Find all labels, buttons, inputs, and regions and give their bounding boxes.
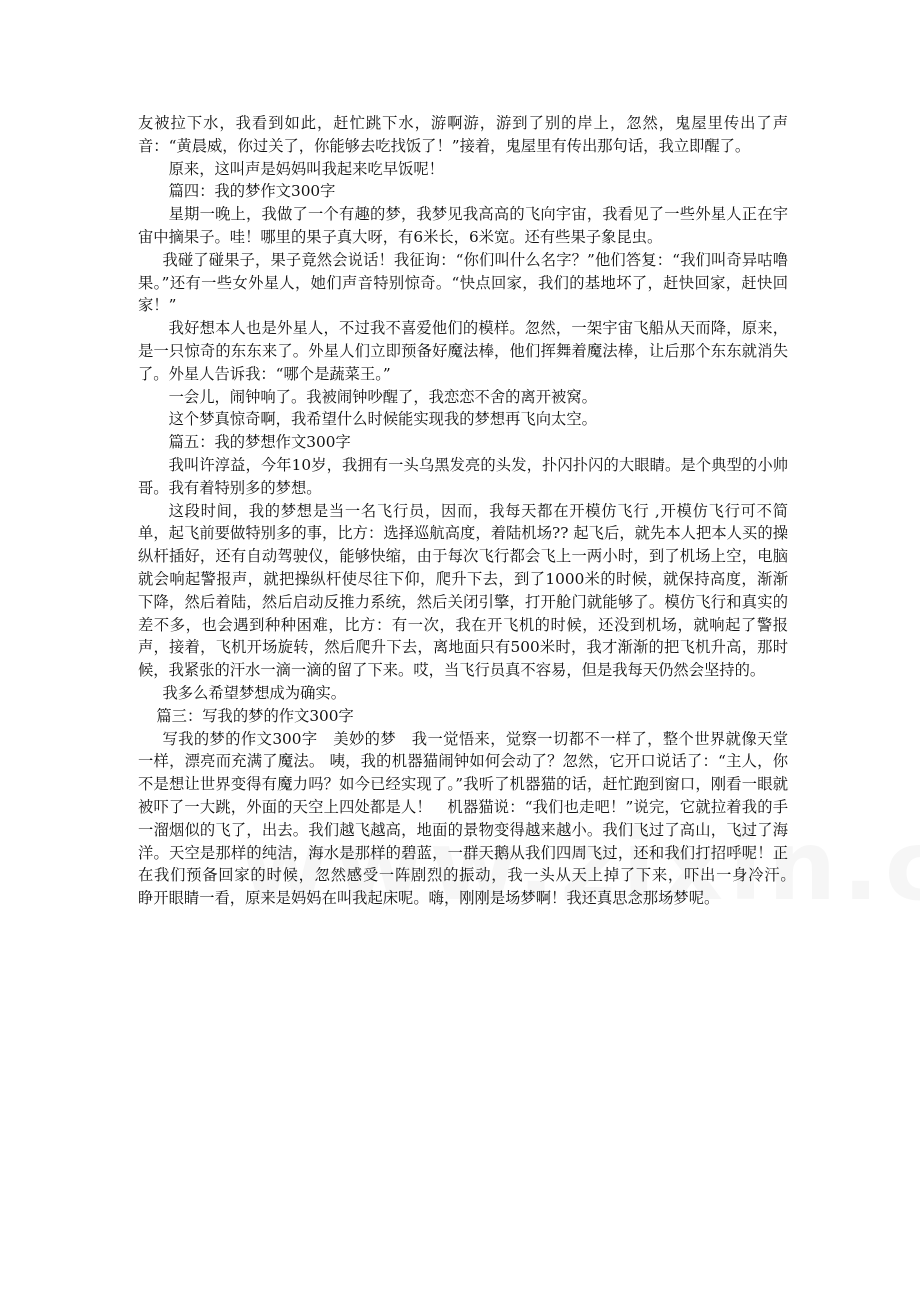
paragraph: 我碰了碰果子，果子竟然会说话！我征询：“你们叫什么名字？”他们答复：“我们叫奇异咕噜果。”还有一些女外星人，她们声音特别惊奇。“快点回家，我们的基地坏了，赶快回家，赶快回家！” xyxy=(138,250,788,315)
document-body xyxy=(138,112,804,910)
paragraph: 友被拉下水，我看到如此，赶忙跳下水，游啊游，游到了别的岸上，忽然，鬼屋里传出了声音：“黄晨威，你过关了，你能够去吃找饭了！”接着，鬼屋里有传出那句话，我立即醒了。 xyxy=(138,114,788,155)
section-heading: 篇三：写我的梦的作文300字 xyxy=(156,706,354,725)
paragraph: 星期一晚上，我做了一个有趣的梦，我梦见我高高的飞向宇宙，我看见了一些外星人正在宇宙中摘果子。哇！哪里的果子真大呀，有6米长，6米宽。还有些果子象昆虫。 xyxy=(138,205,788,246)
paragraph: 写我的梦的作文300字 美妙的梦 我一觉悟来，觉察一切都不一样了，整个世界就像天堂一样，漂亮而充满了魔法。 咦，我的机器猫闹钟如何会动了？忽然，它开口说话了：“主人，你不是想让世界变得有魔力吗？如今已经实现了。”我听了机器猫的话，赶忙跑到窗口，刚看一眼就被吓了一大跳，外面的天空上四处都是人！ 机器猫说：“我们也走吧！”说完，它就拉着我的手一溜烟似的飞了，出去。我们越飞越高，地面的景物变得越来越小。我们飞过了高山，飞过了海洋。天空是那样的纯洁，海水是那样的碧蓝，一群天鹅从我们四周飞过，还和我们打招呼呢！正在我们预备回家的时候，忽然感受一阵剧烈的振动，我一头从天上掉了下来，吓出一身冷汗。 睁开眼睛一看，原来是妈妈在叫我起床呢。嗨，刚刚是场梦啊！我还真思念那场梦呢。 xyxy=(138,729,804,908)
paragraph: 我多么希望梦想成为确实。 xyxy=(162,683,347,702)
section-heading: 篇四：我的梦作文300字 xyxy=(168,182,336,201)
paragraph: 原来，这叫声是妈妈叫我起来吃早饭呢！ xyxy=(168,159,444,178)
paragraph: 这段时间，我的梦想是当一名飞行员，因而，我每天都在开模仿飞行 ,开模仿飞行可不简单，起飞前要做特别多的事，比方：选择巡航高度，着陆机场?? 起飞后，就先本人把本人买的操纵杆插好，还有自动驾驶仪，能够快缩，由于每次飞行都会飞上一两小时，到了机场上空，电脑就会响起警报声，就把操纵杆使尽往下仰，爬升下去，到了1000米的时候，就保持高度，渐渐下降，然后着陆，然后启动反推力系统，然后关闭引擎，打开舱门就能够了。模仿飞行和真实的差不多，也会遇到种种困难，比方：有一次，我在开飞机的时候，还没到机场，就响起了警报声，接着，飞机开场旋转，然后爬升下去，离地面只有500米时，我才渐渐的把飞机升高，那时候，我紧张的汗水一滴一滴的留了下来。哎，当飞行员真不容易，但是我每天仍然会坚持的。 xyxy=(138,501,788,680)
paragraph: 一会儿，闹钟响了。我被闹钟吵醒了，我恋恋不舍的离开被窝。 xyxy=(168,387,597,406)
paragraph: 我叫许淳益，今年10岁，我拥有一头乌黑发亮的头发，扑闪扑闪的大眼睛。是个典型的小帅哥。我有着特别多的梦想。 xyxy=(138,455,788,497)
paragraph: 我好想本人也是外星人，不过我不喜爱他们的模样。忽然，一架宇宙飞船从天而降，原来，是一只惊奇的东东来了。外星人们立即预备好魔法棒，他们挥舞着魔法棒，让后那个东东就消失了。外星人告诉我：“哪个是蔬菜王。” xyxy=(138,319,788,383)
paragraph: 这个梦真惊奇啊，我希望什么时候能实现我的梦想再飞向太空。 xyxy=(168,410,597,429)
section-heading: 篇五：我的梦想作文300字 xyxy=(168,433,351,452)
